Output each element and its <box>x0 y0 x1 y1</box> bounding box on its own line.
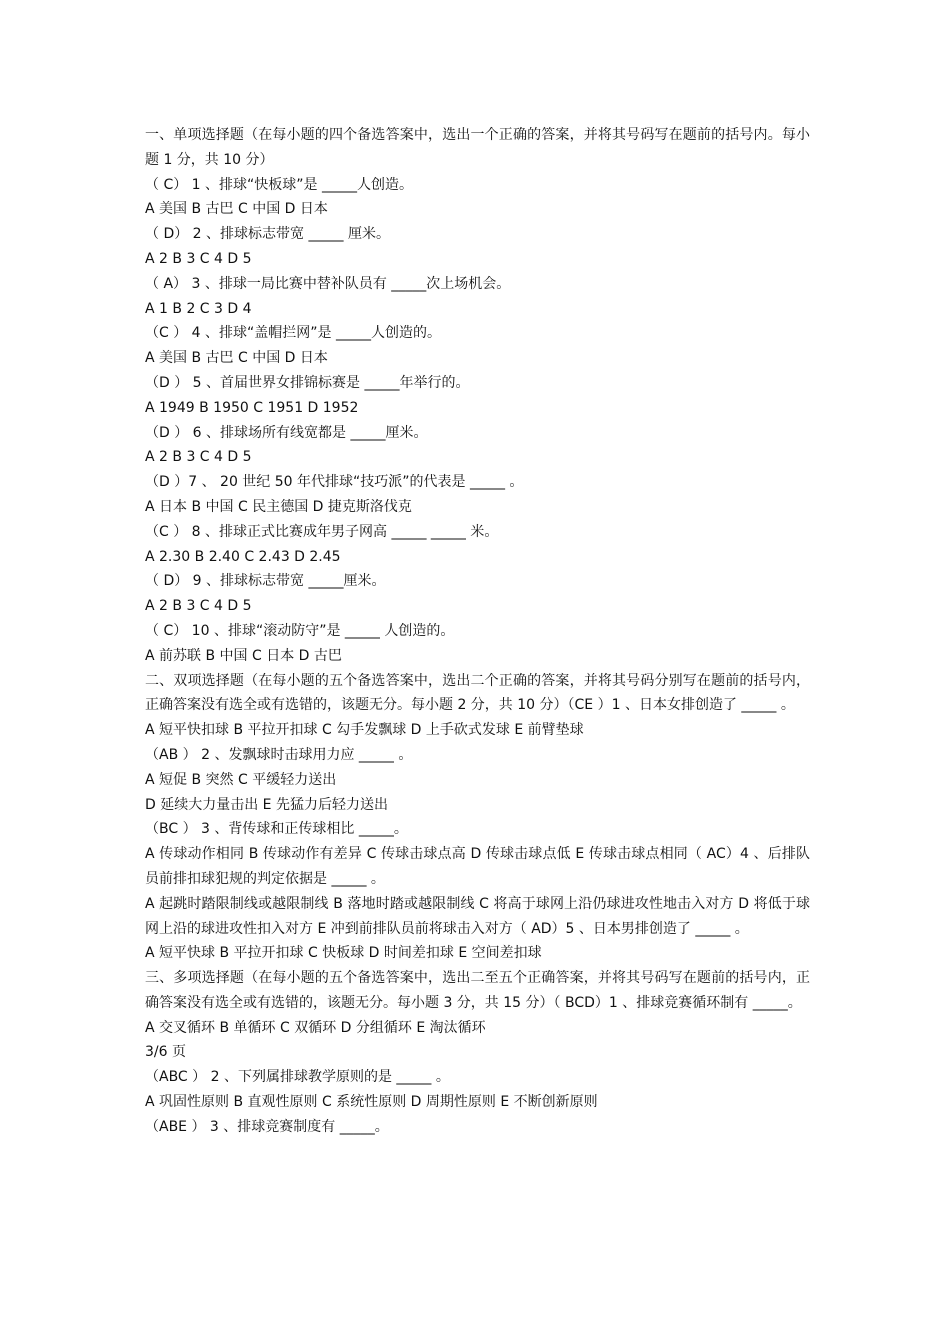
text-line: A 短平快扣球 B 平拉开扣球 C 勾手发飘球 D 上手砍式发球 E 前臂垫球 <box>145 722 584 739</box>
text-line: A 巩固性原则 B 直观性原则 C 系统性原则 D 周期性原则 E 不断创新原则 <box>145 1094 598 1111</box>
text-line: A 美国 B 古巴 C 中国 D 日本 <box>145 350 328 367</box>
text-line: （ A） 3 、排球一局比赛中替补队员有 _____次上场机会。 <box>145 275 511 292</box>
text-line: （D ） 6 、排球场所有线宽都是 _____厘米。 <box>145 424 428 441</box>
text-line: A 短促 B 突然 C 平缓轻力送出 <box>145 771 337 788</box>
text-line: （C ） 8 、排球正式比赛成年男子网高 _____ _____ 米。 <box>145 523 499 540</box>
text-line: A 日本 B 中国 C 民主德国 D 捷克斯洛伐克 <box>145 498 412 515</box>
text-line: （ABE ） 3 、排球竞赛制度有 _____。 <box>145 1118 389 1135</box>
text-line: A 美国 B 古巴 C 中国 D 日本 <box>145 201 328 218</box>
text-line: （D ）7 、 20 世纪 50 年代排球“技巧派”的代表是 _____ 。 <box>145 474 524 491</box>
text-line: （ D） 2 、排球标志带宽 _____ 厘米。 <box>145 226 390 243</box>
text-paragraph: 一、单项选择题（在每小题的四个备选答案中，选出一个正确的答案，并将其号码写在题前的括号内。每小题 1 分，共 10 分） <box>145 127 810 168</box>
text-line: （AB ） 2 、发飘球时击球用力应 _____ 。 <box>145 746 413 763</box>
text-line: 3/6 页 <box>145 1044 186 1061</box>
text-paragraph: 三、多项选择题（在每小题的五个备选答案中，选出二至五个正确答案，并将其号码写在题前的括号内，正确答案没有选全或有选错的，该题无分。每小题 3 分，共 15 分）（ BCD）1 、排球竞赛循环制有 _____。 <box>145 970 810 1011</box>
text-line: A 短平快球 B 平拉开扣球 C 快板球 D 时间差扣球 E 空间差扣球 <box>145 945 542 962</box>
text-line: （D ） 5 、首届世界女排锦标赛是 _____年举行的。 <box>145 374 470 391</box>
text-line: （C ） 4 、排球“盖帽拦网”是 _____人创造的。 <box>145 325 441 342</box>
text-line: A 2 B 3 C 4 D 5 <box>145 449 252 466</box>
text-line: A 1949 B 1950 C 1951 D 1952 <box>145 399 359 416</box>
document-body <box>145 123 810 1140</box>
text-line: （BC ） 3 、背传球和正传球相比 _____。 <box>145 821 408 838</box>
text-line: A 2.30 B 2.40 C 2.43 D 2.45 <box>145 548 341 565</box>
text-line: （ D） 9 、排球标志带宽 _____厘米。 <box>145 573 386 590</box>
text-paragraph: A 起跳时踏限制线或越限制线 B 落地时踏或越限制线 C 将高于球网上沿仍球进攻性地击入对方 D 将低于球网上沿的球进攻性扣入对方 E 冲到前排队员前将球击入对方（ AD）5 、日本男排创造了 _____ 。 <box>145 895 810 937</box>
text-line: A 2 B 3 C 4 D 5 <box>145 598 252 615</box>
text-line: （ABC ） 2 、下列属排球教学原则的是 _____ 。 <box>145 1069 450 1086</box>
text-paragraph: 二、双项选择题（在每小题的五个备选答案中，选出二个正确的答案，并将其号码分别写在题前的括号内，正确答案没有选全或有选错的，该题无分。每小题 2 分，共 10 分）（CE ）1 、日本女排创造了 _____ 。 <box>145 672 810 714</box>
text-line: D 延续大力量击出 E 先猛力后轻力送出 <box>145 796 388 813</box>
text-line: A 交叉循环 B 单循环 C 双循环 D 分组循环 E 淘汰循环 <box>145 1019 486 1036</box>
text-line: A 2 B 3 C 4 D 5 <box>145 250 252 267</box>
text-line: （ C） 10 、排球“滚动防守”是 _____ 人创造的。 <box>145 622 455 639</box>
text-line: A 1 B 2 C 3 D 4 <box>145 300 252 317</box>
text-line: A 前苏联 B 中国 C 日本 D 古巴 <box>145 647 342 664</box>
text-paragraph: A 传球动作相同 B 传球动作有差异 C 传球击球点高 D 传球击球点低 E 传球击球点相同（ AC）4 、后排队员前排扣球犯规的判定依据是 _____ 。 <box>145 846 810 887</box>
text-line: （ C） 1 、排球“快板球”是 _____人创造。 <box>145 176 413 193</box>
